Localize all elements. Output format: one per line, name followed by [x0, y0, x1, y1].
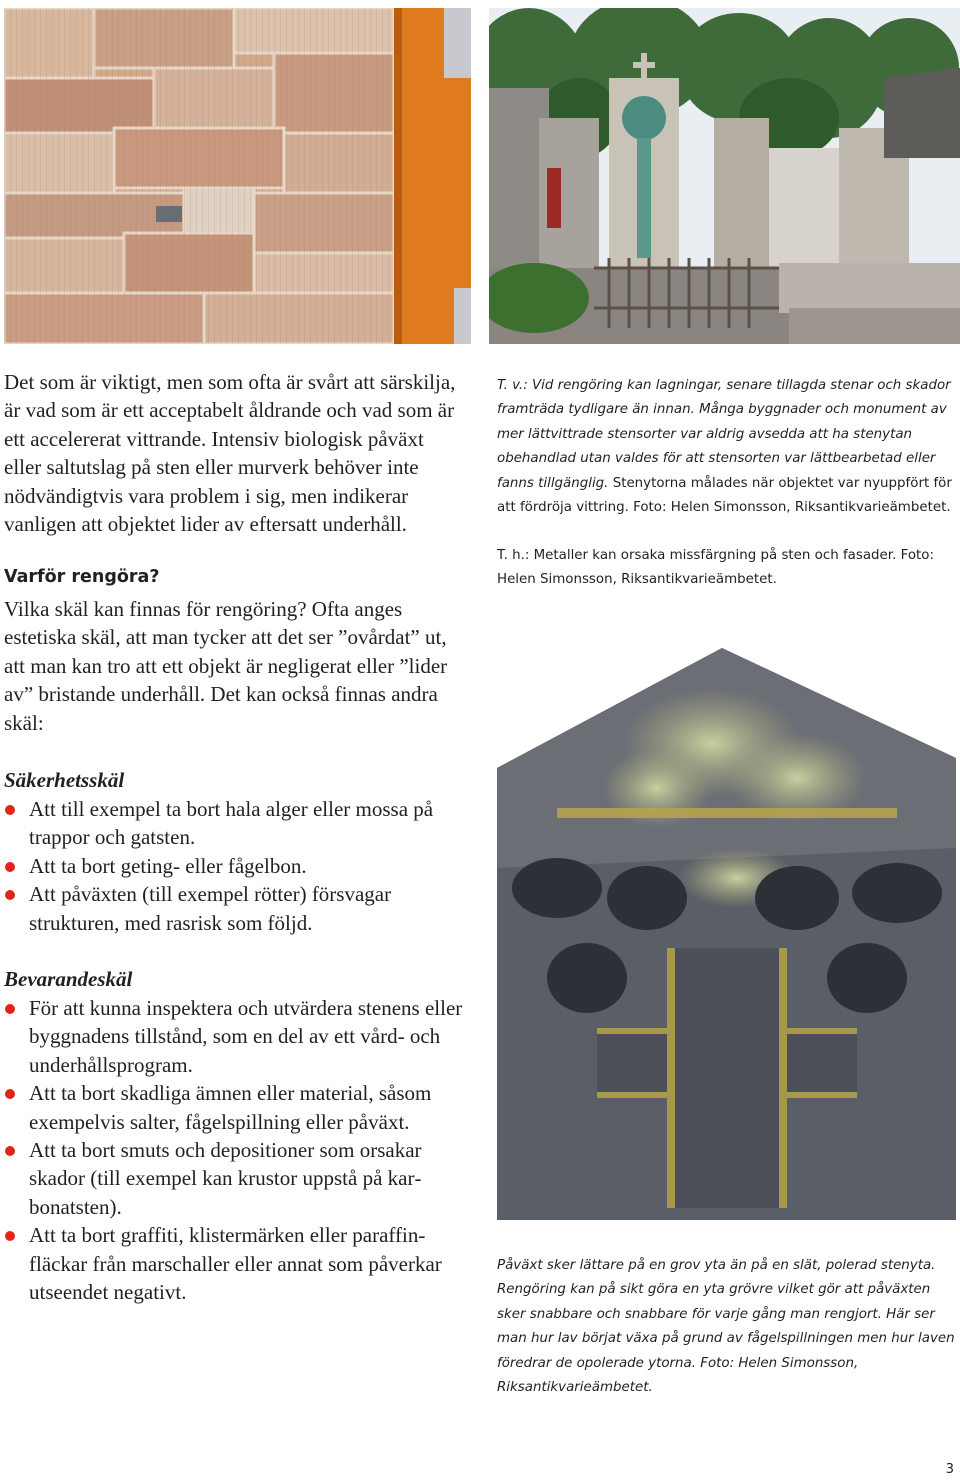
bullet-icon: [5, 805, 15, 815]
preservation-reasons-title: Bevarandeskäl: [4, 967, 133, 991]
list-item: [4, 1136, 474, 1221]
list-item: [4, 852, 474, 880]
photo-stone-wall: [4, 8, 471, 344]
list-item-text: Att ta bort graffiti, klistermärken eller paraffinfläckar från marschaller eller annat som påverkar utseendet negativt.: [29, 1223, 442, 1305]
bullet-icon: [5, 1089, 15, 1099]
caption-gravestone-photo: Påväxt sker lättare på en grov yta än på en slät, polerad stenyta. Rengöring kan på sikt göra en yta grövre vilket gör att påväxten sker snabbare och snabbare för varje gång man rengjort. Här ser man hur lav börjat växa på grund av fågelspillningen men hur laven föredrar de opolerade ytorna. Foto: Helen Simonsson, Riksantikvarieämbetet.: [497, 1258, 955, 1396]
list-item-text: Att påväxten (till exempel rötter) försvagar strukturen, med rasrisk som följd.: [29, 882, 392, 935]
safety-reasons-list: [4, 795, 474, 937]
caption-text: Stenytorna målades när objektet var nyuppfört för att fördröja vittring. Foto: Helen Simonsson, Riksantikvarieämbetet.: [497, 475, 952, 516]
photo-cemetery: [489, 8, 960, 344]
list-item-text: Att ta bort geting- eller fågelbon.: [29, 853, 307, 878]
list-item: [4, 880, 474, 937]
bullet-icon: [5, 1004, 15, 1014]
bullet-icon: [5, 1231, 15, 1241]
caption-italic-text: Vid rengöring kan lagningar, senare tillagda stenar och skador framträda tydligare än innan. Många byggnader och monument av mer lättvittrade stensorter var aldrig avsedda att ha stenytan obehandlad utan valdes för att stensorten var lättbearbetad eller fanns tillgänglig.: [497, 378, 951, 491]
page-number: 3: [945, 1462, 954, 1477]
caption-text: Metaller kan orsaka missfärgning på sten och fasader. Foto: Helen Simonsson, Riksantikvarieämbetet.: [497, 548, 934, 588]
caption-label: T. v.:: [497, 378, 528, 393]
list-item-text: Att ta bort smuts och depositioner som orsakar skador (till exempel kan krustor uppstå på karbonatsten).: [29, 1138, 422, 1219]
list-item: [4, 1221, 474, 1306]
list-item-text: Att till exempel ta bort hala alger eller mossa på trappor och gatsten.: [29, 797, 434, 850]
list-item: [4, 795, 474, 852]
caption-right-photo: [497, 544, 960, 593]
intro-paragraph: Det som är viktigt, men som ofta är svårt att särskilja, är vad som är ett acceptabelt åldrande och vad som är ett accelererat vittrande. Intensiv biologisk påväxt eller saltutslag på sten eller murverk behöver inte nödvändigtvis vara problem i sig, men indikerar vanligen att objektet lider av eftersatt underhåll.: [4, 370, 456, 537]
list-item: [4, 1079, 474, 1136]
why-clean-heading: Varför rengöra?: [4, 567, 160, 587]
list-item-text: För att kunna inspektera och utvärdera stenens eller byggnadens tillstånd, som en del av ett vård- och underhållsprogram.: [29, 996, 463, 1077]
preservation-reasons-list: [4, 994, 474, 1306]
list-item: [4, 994, 474, 1079]
list-item-text: Att ta bort skadliga ämnen eller material, såsom exempelvis salter, fågelspillning eller påväxt.: [29, 1081, 432, 1134]
bullet-icon: [5, 890, 15, 900]
caption-left-photo: [497, 374, 960, 520]
photo-gravestone-lichen: [497, 648, 956, 1220]
bullet-icon: [5, 1146, 15, 1156]
safety-reasons-title: Säkerhetsskäl: [4, 768, 125, 792]
caption-label: T. h.:: [497, 548, 530, 563]
why-clean-paragraph: Vilka skäl kan finnas för rengöring? Ofta anges estetiska skäl, att man tycker att det ser ”ovårdat” ut, att man kan tro att ett objekt är negligerat eller ”lider av” bristande underhåll. Det kan också finnas andra skäl:: [4, 597, 448, 735]
bullet-icon: [5, 862, 15, 872]
